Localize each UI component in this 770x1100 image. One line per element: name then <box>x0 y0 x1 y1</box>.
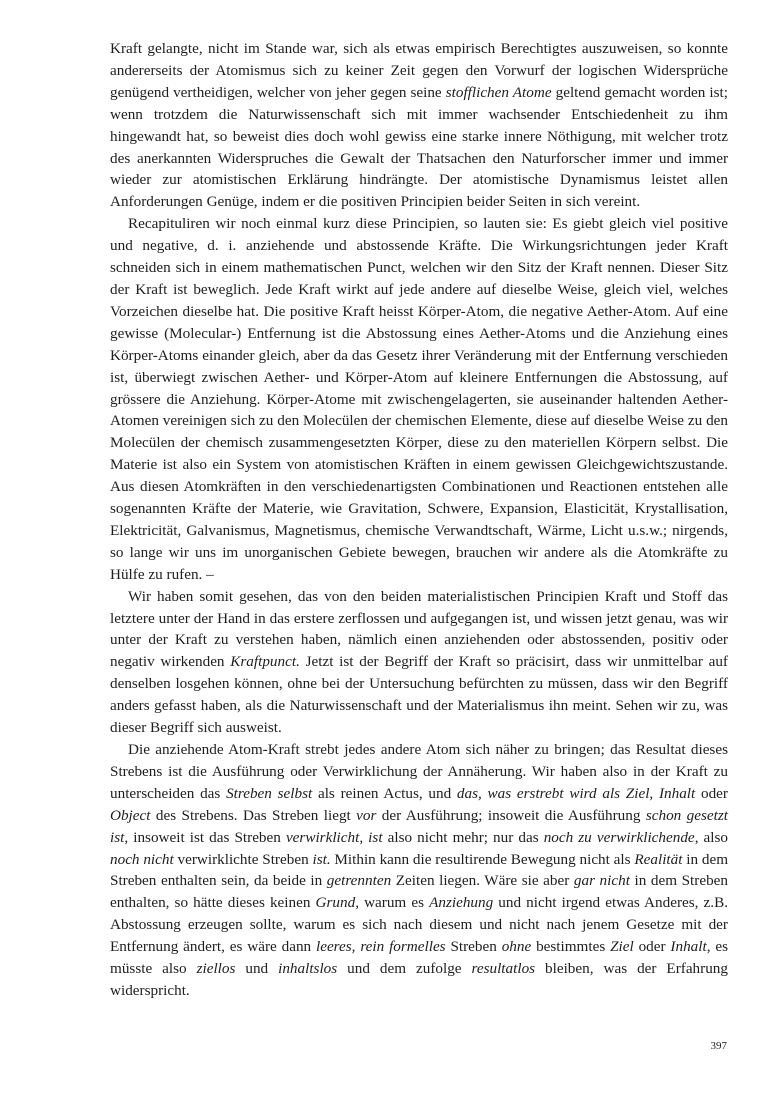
paragraph-2 <box>110 213 728 585</box>
text-run: in dem Streben enthalten sein, da beide in <box>110 850 729 890</box>
text-run: bestimmtes <box>531 938 611 956</box>
italic-text: getrennten <box>326 872 392 890</box>
italic-text: leeres, rein formelles <box>315 938 446 956</box>
text-run: bleiben, was der Erfahrung widerspricht. <box>110 960 728 999</box>
italic-text: noch zu verwirklichende <box>543 828 695 846</box>
paragraph-3 <box>110 586 728 739</box>
paragraph-4 <box>110 739 728 1002</box>
italic-text: inhaltslos <box>278 960 338 978</box>
paragraph-1 <box>110 38 728 213</box>
italic-text: gar nicht <box>573 872 630 890</box>
italic-text: ziellos <box>196 960 236 978</box>
text-run: Streben <box>445 938 502 956</box>
italic-text: Streben selbst <box>226 784 313 802</box>
italic-text: ist. <box>312 850 331 868</box>
text-run: Die anziehende Atom-Kraft strebt jedes andere Atom sich näher zu bringen; das Resultat dieses Strebens ist die Ausführung oder Verwirklichung der Annäherung. Wir haben also in der Kraft zu unterscheiden das <box>110 741 728 802</box>
italic-text: Grund <box>315 894 356 912</box>
text-run: und nicht irgend etwas Anderes, z.B. Abstossung erzeugen sollte, warum es sich nach diesem und nicht nach jenem Gesetze mit der Entfernung ändert, es wäre dann <box>110 894 729 956</box>
text-run: , warum es <box>355 894 430 912</box>
italic-text: Object <box>110 806 151 824</box>
text-run: in dem Streben enthalten, so hätte dieses keinen <box>110 872 728 912</box>
italic-text: schon gesetzt ist <box>110 806 728 846</box>
italic-text: vor <box>356 806 377 824</box>
italic-text: Realität <box>634 850 683 868</box>
text-run: und <box>235 960 279 978</box>
italic-text: Ziel <box>610 938 634 956</box>
italic-text: ohne <box>501 938 532 956</box>
text-run: als reinen Actus, und <box>312 784 457 802</box>
text-run: Recapituliren wir noch einmal kurz diese Principien, so lauten sie: Es giebt gleich viel positive und negative, d. i. anziehende und abstossende Kräfte. Die Wirkungsrichtungen jeder Kraft schneiden sich in einem mathematischen Punct, welchen wir den Sitz der Kraft nennen. Dieser Sitz der Kraft ist beweglich. Jede Kraft wirkt auf jede andere auf dieselbe Weise, gleich viel, welches Vorzeichen dieselbe hat. Die positive Kraft heisst Körper-Atom, die negative Aether-Atom. Auf eine gewisse (Molecular-) Entfernung ist die Abstossung eines Aether-Atoms und die Anziehung eines Körper-Atoms einander gleich, aber da das Gesetz ihrer Veränderung mit der Entfernung verschieden ist, überwiegt zwischen Aether- und Körper-Atom auf kleinere Entfernungen die Abstossung, auf grössere die Anziehung. Körper-Atome mit zwischengelagerten, sie auseinander haltenden Aether-Atomen vereinigen sich zu den Molecülen der chemischen Elemente, diese auf dieselbe Weise zu den Molecülen der chemisch zusammengesetzten Körper, diese zu den materiellen Körpern selbst. Die Materie ist also ein System von atomistischen Kräften in einem gewissen Gleichgewichtszustande. Aus diesen Atomkräften in den verschiedenartigsten Combinationen und Reactionen entstehen alle sogenannten Kräfte der Materie, wie Gravitation, Schwere, Expansion, Elasticität, Krystallisation, Elektricität, Galvanismus, Magnetismus, chemische Verwandtschaft, Wärme, Licht u.s.w.; nirgends, so lange wir uns im unorganischen Gebiete bewegen, brauchen wir andere als die Atomkräfte zu Hülfe zu rufen. – <box>110 215 728 583</box>
page-number: 397 <box>710 1040 727 1052</box>
page-body <box>110 38 728 1002</box>
italic-text: Anziehung <box>429 894 494 912</box>
italic-text: resultatlos <box>471 960 536 978</box>
italic-text: das, was erstrebt wird als Ziel, Inhalt <box>456 784 696 802</box>
italic-text: Inhalt <box>670 938 707 956</box>
text-run: oder <box>695 784 728 802</box>
text-run: verwirklichte Streben <box>173 850 313 868</box>
text-run: Mithin kann die resultirende Bewegung nicht als <box>330 850 635 868</box>
text-run: Jetzt ist der Begriff der Kraft so präcisirt, dass wir unmittelbar auf denselben losgehen können, ohne bei der Untersuchung befürchten zu müssen, dass wir den Begriff anders gefasst haben, als die Naturwissenschaft und der Materialismus ihn meint. Sehen wir zu, was dieser Begriff sich ausweist. <box>110 653 728 737</box>
text-run: also nicht mehr; nur das <box>382 828 544 846</box>
italic-text: noch nicht <box>110 850 174 868</box>
text-run: , insoweit ist das Streben <box>124 828 286 846</box>
italic-text: Kraftpunct. <box>230 653 300 671</box>
text-run: des Strebens. Das Streben liegt <box>150 806 357 824</box>
text-run: Wir haben somit gesehen, das von den beiden materialistischen Principien Kraft und Stoff das letztere unter der Hand in das erstere zerflossen und aufgegangen ist, und wissen jetzt genau, was wir unter der Kraft zu verstehen haben, nämlich einen anziehenden oder abstossenden, positiv oder negativ wirkenden <box>110 587 728 671</box>
text-run: oder <box>633 938 671 956</box>
text-run: Kraft gelangte, nicht im Stande war, sich als etwas empirisch Berechtigtes auszuweisen, so konnte andererseits der Atomismus sich zu keiner Zeit gegen den Vorwurf der logischen Widersprüche genügend vertheidigen, welcher von jeher gegen seine <box>110 40 728 101</box>
text-run: , es müsste also <box>110 938 728 978</box>
text-run: Zeiten liegen. Wäre sie aber <box>391 872 574 890</box>
text-run: , also <box>694 828 729 846</box>
text-run: und dem zufolge <box>337 960 472 978</box>
italic-text: stofflichen Atome <box>445 83 552 101</box>
italic-text: verwirklicht, ist <box>285 828 383 846</box>
text-run: der Ausführung; insoweit die Ausführung <box>376 806 646 824</box>
text-run: geltend gemacht worden ist; wenn trotzdem die Naturwissenschaft sich mit immer wachsender Entschiedenheit zu ihm hingewandt hat, so beweist dies doch wohl gewiss eine starke innere Nöthigung, mit welcher trotz des anerkannten Widerspruches die Gewalt der Thatsachen den Naturforscher immer und immer wieder zur atomistischen Erklärung hindrängte. Der atomistische Dynamismus leistet allen Anforderungen Genüge, indem er die positiven Principien beider Seiten in sich vereint. <box>110 83 728 211</box>
